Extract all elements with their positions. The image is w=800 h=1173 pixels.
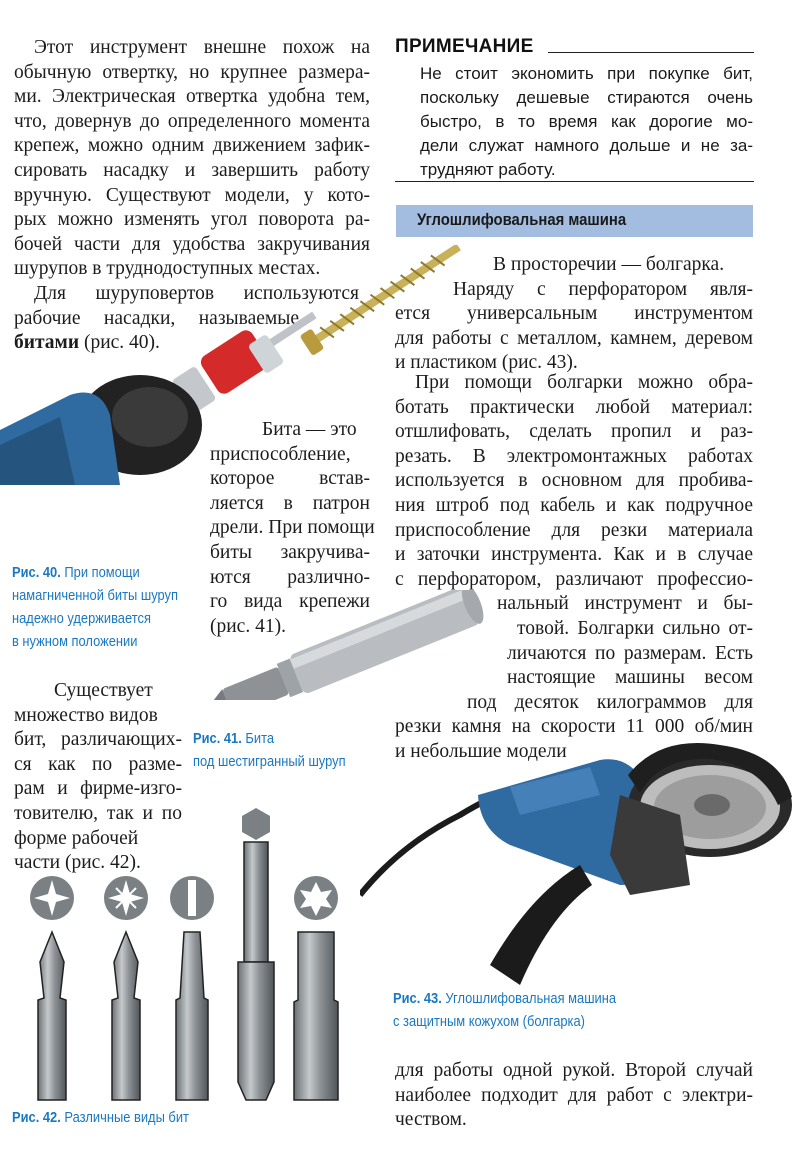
note-line: быстро, в то время как дорогие мо-	[420, 112, 753, 131]
text-line: дрели. При помощи	[210, 517, 375, 539]
hex-tip-icon	[242, 808, 270, 840]
text-line: Бита — это	[262, 419, 357, 440]
caption-line: в нужном положении	[12, 633, 138, 650]
text-line: части (рис. 42).	[14, 852, 141, 874]
text-line: форме рабочей	[14, 827, 139, 849]
note-line: дели служат намного дольше и не за-	[420, 136, 753, 155]
text-line: и заточки инструмента. Как и в случае	[395, 544, 753, 566]
phillips-tip-icon	[30, 876, 74, 920]
text-line: резать. В электромонтажных работах	[395, 445, 753, 467]
text-line: биты закручива-	[210, 541, 370, 563]
text-line: что, довернув до определенного момента	[14, 110, 370, 132]
note-line: трудняют работу.	[420, 160, 556, 179]
text-line: с перфоратором, различают профессио-	[395, 568, 753, 590]
section-tail	[395, 1059, 753, 1133]
note-line: поскольку дешевые стираются очень	[420, 88, 753, 107]
text-line: ются различно-	[210, 566, 370, 588]
text-line: Существует	[54, 680, 153, 701]
text-line: ми. Электрическая отвертка удобна тем,	[14, 86, 370, 108]
caption-fig41	[193, 727, 346, 773]
text-line: шурупов в труднодоступных местах.	[14, 258, 321, 280]
text-line: под десяток килограммов для	[467, 691, 753, 713]
text-line: (рис. 40).	[83, 332, 160, 354]
text-line: наиболее подходит для работ с электри-	[395, 1084, 753, 1106]
text-line: обычную отвертку, но крупнее размера-	[14, 61, 370, 83]
text-line: товой. Болгарки сильно от-	[517, 617, 753, 639]
text-line: используется в основном для пробива-	[395, 470, 753, 492]
text-line: При помощи болгарки можно обра-	[415, 372, 753, 393]
text-line: приспособление для резки материала	[395, 519, 753, 541]
figure-43-angle-grinder	[360, 735, 800, 995]
caption-label: Рис. 40.	[12, 564, 61, 581]
section-para2	[395, 371, 753, 765]
text-line: приспособление,	[210, 443, 351, 465]
section-para1	[395, 253, 753, 376]
caption-fig40	[12, 561, 178, 653]
text-line: бочей части для удобства закручивания	[14, 233, 370, 255]
note-divider	[548, 52, 754, 53]
caption-line: При помощи	[64, 564, 140, 581]
note-line: Не стоит экономить при покупке бит,	[420, 64, 753, 83]
section-heading: Углошлифовальная машина	[417, 211, 627, 229]
text-line: настоящие машины весом	[507, 667, 753, 689]
caption-fig43	[393, 987, 616, 1033]
caption-label: Рис. 42.	[12, 1109, 61, 1126]
text-line: (рис. 41).	[210, 615, 286, 637]
caption-line: Бита	[245, 730, 275, 747]
text-line: личаются по размерам. Есть	[507, 642, 753, 664]
text-line: множество видов	[14, 704, 158, 726]
caption-label: Рис. 41.	[193, 730, 242, 747]
text-line: рам и фирме-изго-	[14, 778, 182, 800]
note-text	[420, 62, 753, 182]
text-line: В просторечии — болгарка.	[493, 254, 725, 275]
text-line: для работы одной рукой. Второй случай	[395, 1060, 753, 1081]
caption-label: Рис. 43.	[393, 990, 442, 1007]
text-line: крепеж, можно одним движением зафик-	[14, 135, 370, 157]
pozidriv-tip-icon	[104, 876, 148, 920]
text-line: Этот инструмент внешне похож на	[34, 37, 370, 58]
text-line: ляется в патрон	[210, 492, 370, 514]
caption-line: с защитным кожухом (болгарка)	[393, 1013, 585, 1030]
text-line: ся как по разме-	[14, 753, 182, 775]
text-line: рабочие насадки, называемые	[14, 307, 299, 329]
note-title: ПРИМЕЧАНИЕ	[395, 36, 534, 57]
caption-line: намагниченной биты шуруп	[12, 587, 178, 604]
note-divider-bottom	[395, 181, 754, 182]
section-heading-band	[396, 205, 753, 237]
caption-line: Различные виды бит	[64, 1109, 189, 1126]
text-line: ния штроб под кабель и как подручное	[395, 494, 753, 516]
text-line: рых можно изменять угол поворота ра-	[14, 209, 370, 231]
figure-42-bit-types	[22, 800, 372, 1110]
text-line: и небольшие модели	[395, 740, 567, 762]
text-line: ется универсальным инструментом	[395, 303, 753, 325]
caption-line: под шестигранный шуруп	[193, 753, 346, 770]
text-line: бит, различающих-	[14, 729, 182, 751]
text-line: ботать практически любой материал:	[395, 396, 753, 418]
bold-term: битами	[14, 332, 80, 354]
text-line: Для шуруповертов используются	[34, 283, 359, 304]
torx-tip-icon	[294, 876, 338, 920]
text-line: чеством.	[395, 1109, 467, 1131]
text-line: вручную. Существуют модели, у кото-	[14, 184, 370, 206]
slotted-tip-icon	[170, 876, 214, 920]
text-line: и пластиком (рис. 43).	[395, 352, 578, 374]
text-line: резки камня на скорости 11 000 об/мин	[395, 716, 753, 738]
text-line: нальный инструмент и бы-	[497, 593, 753, 615]
caption-fig42	[12, 1106, 189, 1129]
caption-line: надежно удерживается	[12, 610, 151, 627]
text-line: отшлифовать, сделать пропил и раз-	[395, 421, 753, 443]
text-line: Наряду с перфоратором явля-	[453, 278, 753, 300]
text-line: го вида крепежи	[210, 591, 370, 613]
text-line: которое встав-	[210, 468, 370, 490]
caption-line: Углошлифовальная машина	[445, 990, 617, 1007]
text-line: товителю, так и по	[14, 802, 182, 824]
text-line: сировать насадку и завершить работу	[14, 159, 370, 181]
text-line: для работы с металлом, камнем, деревом	[395, 327, 753, 349]
